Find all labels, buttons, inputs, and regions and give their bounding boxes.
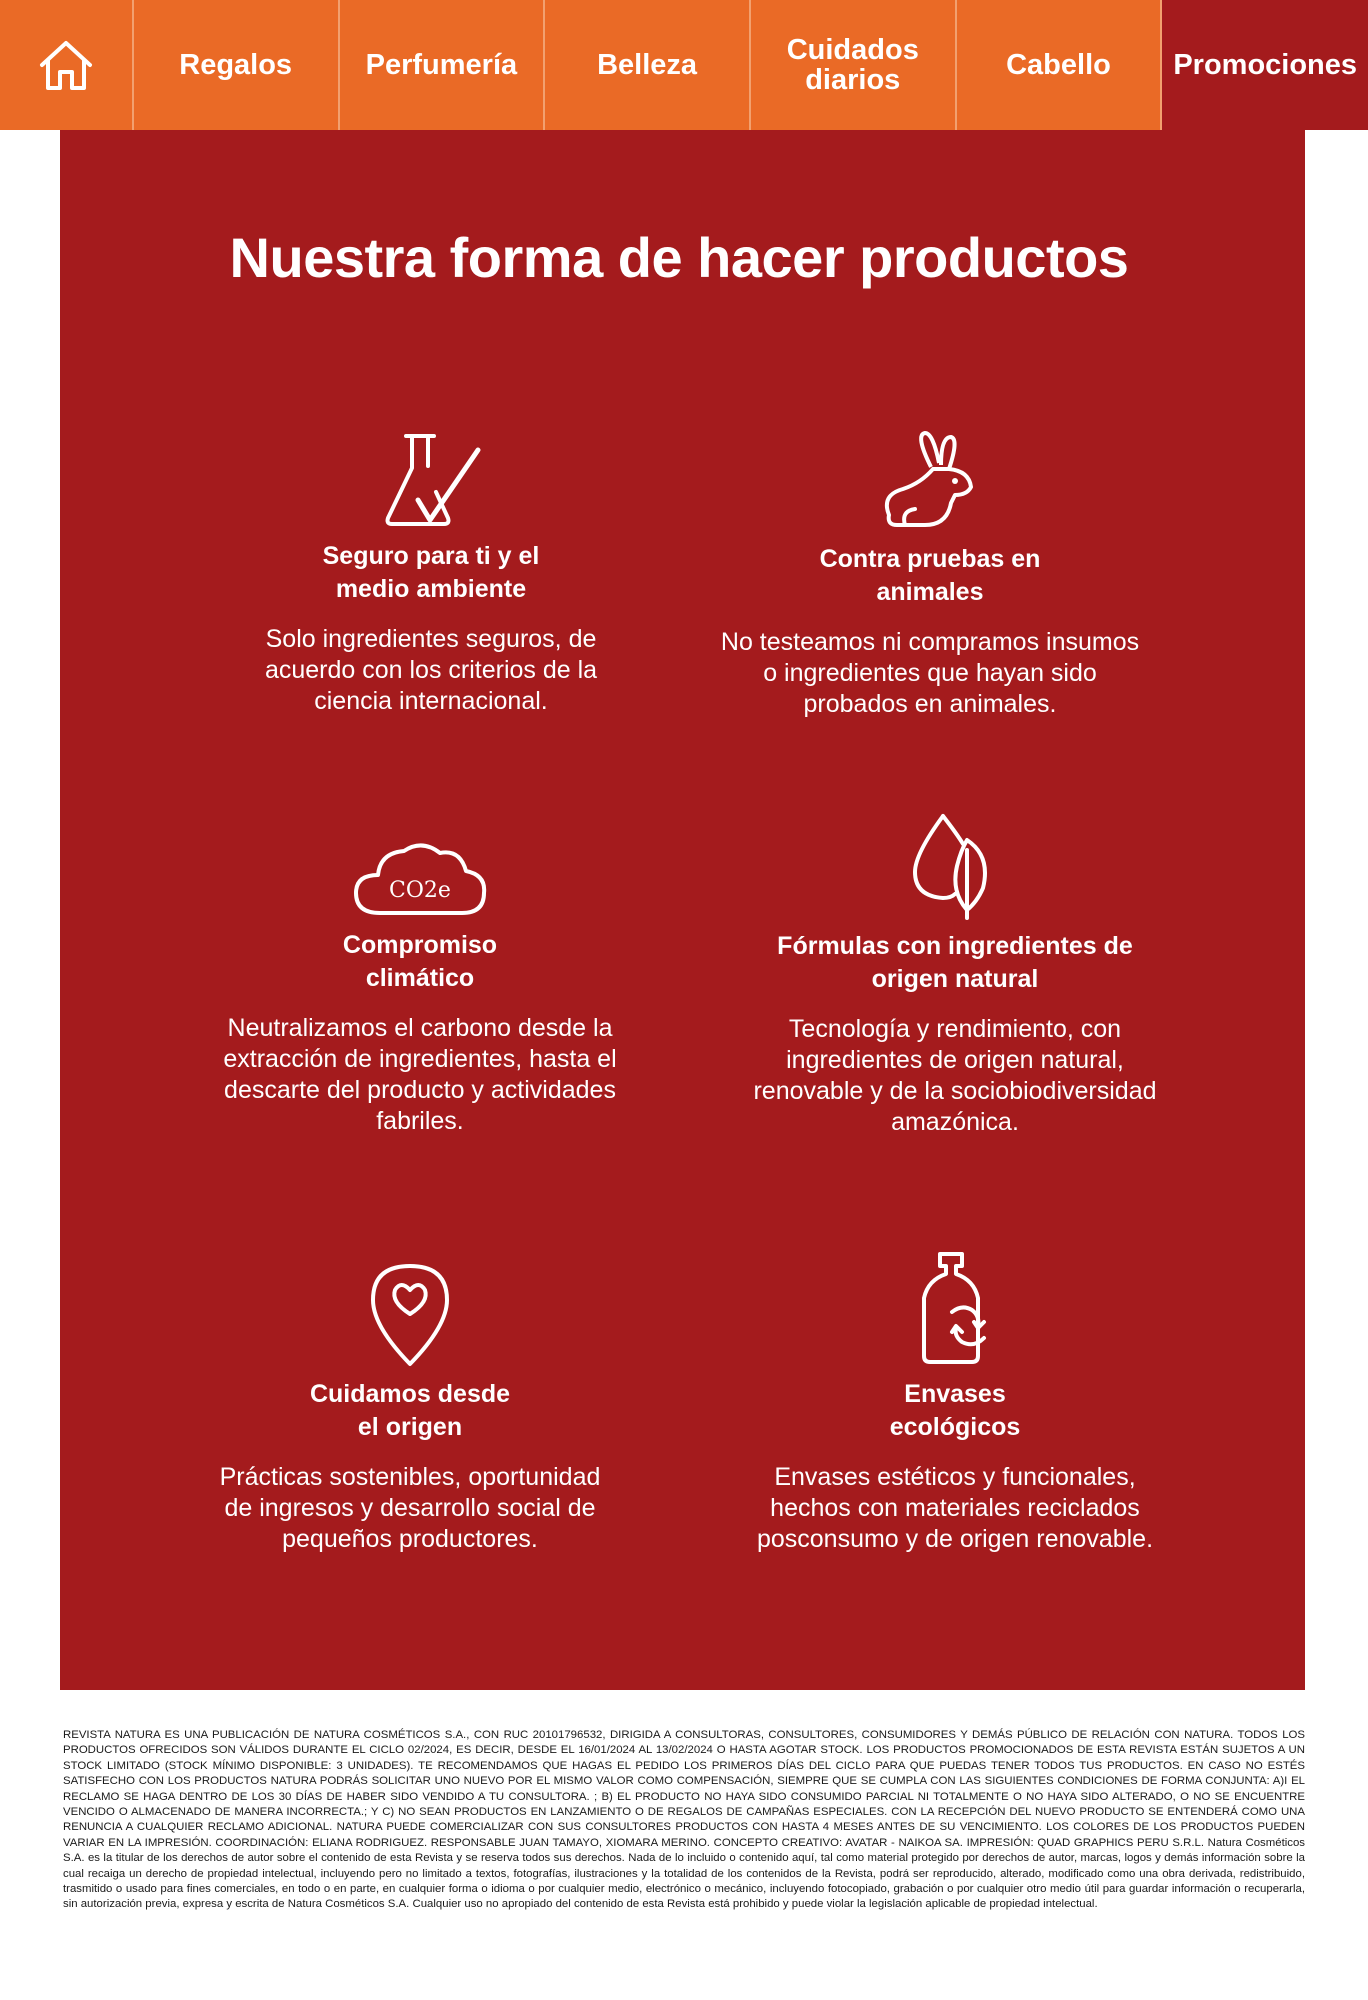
nav-item-label: Promociones [1173,49,1358,81]
nav-item-belleza[interactable] [545,0,751,130]
feature-seguro [191,430,671,717]
feature-description: Tecnología y rendimiento, con ingredientes de origen natural, renovable y de la sociobiodiversidad amazónica. [753,1015,1157,1136]
page-title: Nuestra forma de hacer productos [229,226,1129,289]
feature-compromiso [180,835,660,1137]
nav-item-cuidados-diarios[interactable] [751,0,957,130]
drop-leaf-icon [905,810,1005,920]
co2e-cloud-icon [350,835,490,919]
top-navigation [0,0,1368,130]
feature-title: Cuidamos desde el origen [309,1380,511,1441]
feature-title: Compromiso climático [342,931,498,992]
home-icon [36,35,96,95]
nav-item-label: Cabello [1006,49,1111,81]
feature-formulas [715,810,1195,1138]
feature-title: Envases ecológicos [889,1380,1021,1441]
feature-description: No testeamos ni compramos insumos o ingredientes que hayan sido probados en animales. [720,628,1140,718]
feature-title: Seguro para ti y el medio ambiente [322,542,540,603]
nav-item-promociones[interactable] [1162,0,1368,130]
recycle-bottle-icon [910,1248,1000,1368]
co2e-label: CO2e [389,878,451,903]
feature-description: Solo ingredientes seguros, de acuerdo con los criterios de la ciencia internacional. [264,625,598,715]
rabbit-icon [875,425,985,533]
nav-item-label: Regalos [179,49,293,81]
products-panel [60,130,1305,1690]
feature-envases [715,1248,1195,1555]
legal-disclaimer: REVISTA NATURA ES UNA PUBLICACIÓN DE NATURA COSMÉTICOS S.A., CON RUC 20101796532, DIRIGIDA A CONSULTORAS, CONSULTORES, CONSUMIDORES Y DEMÁS PÚBLICO DE RELACIÓN CON NATURA. TODOS LOS PRODUCTOS OFRECIDOS SON VÁLIDOS DURANTE EL CICLO 02/2024, ES DECIR, DESDE EL 16/01/2024 AL 13/02/2024 O HASTA AGOTAR STOCK. LOS PRODUCTOS PROMOCIONADOS DE ESTA REVISTA ESTÁN SUJETOS A UN STOCK LIMITADO (STOCK MÍNIMO DISPONIBLE: 3 UNIDADES). TE RECOMENDAMOS QUE HAGAS EL PEDIDO LOS PRIMEROS DÍAS DEL CICLO PARA QUE PUEDAS TENER TODOS TUS PRODUCTOS. EN CASO NO ESTÉS SATISFECHO CON LOS PRODUCTOS NATURA PODRÁS SOLICITAR UNO NUEVO POR EL MISMO VALOR COMO COMPENSACIÓN, SIEMPRE QUE SE CUMPLA CON LAS SIGUIENTES CONDICIONES DE FORMA CONJUNTA: A)I EL RECLAMO SE HAGA DENTRO DE LOS 30 DÍAS DE HABER SIDO VENDIDO A TU CONSULTORA. ; B) EL PRODUCTO NO HAYA SIDO CONSUMIDO PARCIAL NI TOTALMENTE O NO HAYA SIDO ALTERADO, O NO SE ENCUENTRE VENCIDO O ALMACENADO DE MANERA INCORRECTA.; Y C) NO SEAN PRODUCTOS EN LANZAMIENTO O DE REGALOS DE CAMPAÑAS ESPECIALES. CON LA RECEPCIÓN DEL NUEVO PRODUCTO SE ENTENDERÁ COMO UNA RENUNCIA A CUALQUIER RECLAMO ADICIONAL. NATURA PUEDE COMERCIALIZAR CON SUS CONSULTORES PRODUCTOS CON HASTA 4 MESES ANTES DE SU VENCIMIENTO. LOS COLORES DE LOS PRODUCTOS PUEDEN VARIAR EN LA IMPRESIÓN. COORDINACIÓN: ELIANA RODRIGUEZ. RESPONSABLE JUAN TAMAYO, XIOMARA MERINO. CONCEPTO CREATIVO: AVATAR - NAIKOA SA. IMPRESIÓN: QUAD GRAPHICS PERU S.R.L. Natura Cosméticos S.A. es la titular de los derechos de autor sobre el contenido de esta Revista y se reserva todos sus derechos. Nada de lo incluido o contenido aquí, tal como material protegido por derechos de autor, marcas, logos y demás información sobre la cual recaiga un derecho de propiedad intelectual, incluyendo pero no limitado a textos, fotografías, ilustraciones y la totalidad de los contenidos de la Revista, podrá ser reproducido, alterado, modificado como una obra derivada, redistribuido, trasmitido o usado para fines comerciales, en todo o en parte, en cualquier forma o idioma o por cualquier medio, electrónico o mecánico, incluyendo fotocopiado, grabación o por cualquier otro medio útil para guardar información o recuperarla, sin autorización previa, expresa y escrita de Natura Cosméticos S.A. Cualquier uso no apropiado del contenido de esta Revista está prohibido y puede violar la legislación aplicable de propiedad intelectual. [63,1729,1305,1911]
feature-title: Fórmulas con ingredientes de origen natural [777,932,1133,993]
nav-item-regalos[interactable] [134,0,340,130]
feature-title: Contra pruebas en animales [819,545,1041,606]
nav-item-label: Cuidados diarios [786,34,919,96]
feature-contra-pruebas [690,425,1170,720]
nav-item-perfumeria[interactable] [340,0,546,130]
feature-description: Envases estéticos y funcionales, hechos con materiales reciclados posconsumo y de origen renovable. [756,1463,1154,1553]
home-button[interactable] [0,0,134,130]
flask-check-icon [376,430,486,530]
nav-item-label: Perfumería [365,49,518,81]
feature-description: Neutralizamos el carbono desde la extracción de ingredientes, hasta el descarte del producto y actividades fabriles. [223,1014,617,1135]
feature-cuidamos [170,1260,650,1555]
nav-item-label: Belleza [597,49,698,81]
heart-pin-icon [365,1260,455,1368]
feature-description: Prácticas sostenibles, oportunidad de ingresos y desarrollo social de pequeños productores. [219,1463,601,1553]
nav-item-cabello[interactable] [957,0,1163,130]
